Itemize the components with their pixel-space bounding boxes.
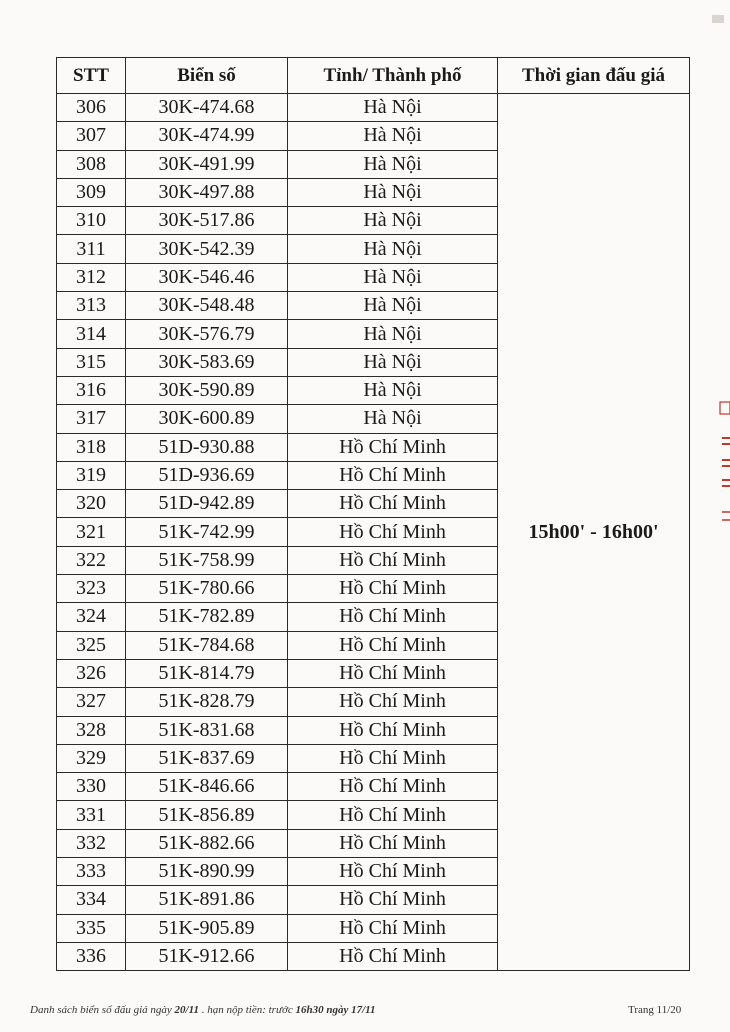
- cell-stt: 309: [57, 178, 126, 206]
- cell-province: Hồ Chí Minh: [288, 575, 498, 603]
- cell-stt: 330: [57, 773, 126, 801]
- cell-plate: 51K-905.89: [126, 914, 288, 942]
- cell-plate: 30K-542.39: [126, 235, 288, 263]
- cell-plate: 51D-942.89: [126, 490, 288, 518]
- cell-stt: 317: [57, 405, 126, 433]
- cell-province: Hồ Chí Minh: [288, 546, 498, 574]
- cell-province: Hồ Chí Minh: [288, 801, 498, 829]
- cell-stt: 331: [57, 801, 126, 829]
- cell-plate: 30K-600.89: [126, 405, 288, 433]
- cell-stt: 318: [57, 433, 126, 461]
- cell-province: Hà Nội: [288, 178, 498, 206]
- cell-province: Hồ Chí Minh: [288, 603, 498, 631]
- cell-stt: 307: [57, 122, 126, 150]
- cell-plate: 30K-474.99: [126, 122, 288, 150]
- cell-stt: 328: [57, 716, 126, 744]
- cell-stt: 321: [57, 518, 126, 546]
- cell-stt: 319: [57, 461, 126, 489]
- cell-plate: 30K-590.89: [126, 376, 288, 404]
- footer-date: 20/11: [174, 1004, 199, 1016]
- cell-stt: 332: [57, 829, 126, 857]
- page-number: Trang 11/20: [628, 1004, 682, 1016]
- cell-province: Hồ Chí Minh: [288, 744, 498, 772]
- red-stamp-icon: [712, 400, 730, 535]
- cell-province: Hà Nội: [288, 122, 498, 150]
- cell-province: Hồ Chí Minh: [288, 914, 498, 942]
- cell-province: Hồ Chí Minh: [288, 773, 498, 801]
- cell-province: Hồ Chí Minh: [288, 858, 498, 886]
- cell-province: Hồ Chí Minh: [288, 716, 498, 744]
- cell-plate: 51K-758.99: [126, 546, 288, 574]
- cell-plate: 51K-846.66: [126, 773, 288, 801]
- header-stt: STT: [57, 58, 126, 94]
- cell-plate: 30K-491.99: [126, 150, 288, 178]
- cell-plate: 30K-546.46: [126, 263, 288, 291]
- cell-plate: 51K-837.69: [126, 744, 288, 772]
- cell-plate: 51K-891.86: [126, 886, 288, 914]
- cell-stt: 308: [57, 150, 126, 178]
- cell-stt: 333: [57, 858, 126, 886]
- cell-stt: 325: [57, 631, 126, 659]
- cell-province: Hà Nội: [288, 348, 498, 376]
- cell-stt: 322: [57, 546, 126, 574]
- cell-province: Hồ Chí Minh: [288, 659, 498, 687]
- table-row: [57, 94, 690, 122]
- cell-plate: 30K-583.69: [126, 348, 288, 376]
- cell-stt: 327: [57, 688, 126, 716]
- cell-province: Hà Nội: [288, 94, 498, 122]
- cell-stt: 313: [57, 292, 126, 320]
- cell-plate: 30K-517.86: [126, 207, 288, 235]
- cell-stt: 306: [57, 94, 126, 122]
- footer-note: [30, 1004, 376, 1016]
- cell-province: Hồ Chí Minh: [288, 829, 498, 857]
- cell-province: Hồ Chí Minh: [288, 518, 498, 546]
- plate-auction-table: [56, 57, 690, 971]
- cell-plate: 30K-548.48: [126, 292, 288, 320]
- cell-province: Hà Nội: [288, 405, 498, 433]
- cell-plate: 51K-814.79: [126, 659, 288, 687]
- cell-plate: 51K-782.89: [126, 603, 288, 631]
- cell-stt: 326: [57, 659, 126, 687]
- cell-stt: 312: [57, 263, 126, 291]
- cell-plate: 51D-930.88: [126, 433, 288, 461]
- cell-stt: 320: [57, 490, 126, 518]
- cell-stt: 329: [57, 744, 126, 772]
- cell-plate: 51K-780.66: [126, 575, 288, 603]
- cell-province: Hà Nội: [288, 150, 498, 178]
- cell-province: Hồ Chí Minh: [288, 886, 498, 914]
- cell-plate: 51K-784.68: [126, 631, 288, 659]
- header-province: Tỉnh/ Thành phố: [288, 58, 498, 94]
- cell-province: Hồ Chí Minh: [288, 688, 498, 716]
- cell-province: Hồ Chí Minh: [288, 631, 498, 659]
- header-plate: Biển số: [126, 58, 288, 94]
- cell-province: Hồ Chí Minh: [288, 490, 498, 518]
- cell-province: Hà Nội: [288, 207, 498, 235]
- cell-stt: 311: [57, 235, 126, 263]
- cell-province: Hồ Chí Minh: [288, 461, 498, 489]
- cell-plate: 51K-890.99: [126, 858, 288, 886]
- cell-plate: 30K-497.88: [126, 178, 288, 206]
- table-body: [57, 94, 690, 971]
- cell-plate: 51K-856.89: [126, 801, 288, 829]
- cell-stt: 323: [57, 575, 126, 603]
- cell-stt: 315: [57, 348, 126, 376]
- cell-province: Hồ Chí Minh: [288, 942, 498, 970]
- corner-mark-icon: [712, 10, 724, 18]
- cell-province: Hà Nội: [288, 263, 498, 291]
- cell-plate: 51K-882.66: [126, 829, 288, 857]
- cell-stt: 334: [57, 886, 126, 914]
- footer-deadline: 16h30 ngày 17/11: [295, 1004, 376, 1016]
- cell-stt: 314: [57, 320, 126, 348]
- cell-province: Hà Nội: [288, 376, 498, 404]
- cell-stt: 316: [57, 376, 126, 404]
- cell-plate: 51K-831.68: [126, 716, 288, 744]
- cell-plate: 51K-742.99: [126, 518, 288, 546]
- cell-province: Hồ Chí Minh: [288, 433, 498, 461]
- cell-plate: 51K-828.79: [126, 688, 288, 716]
- cell-province: Hà Nội: [288, 320, 498, 348]
- cell-stt: 335: [57, 914, 126, 942]
- table-header-row: [57, 58, 690, 94]
- cell-plate: 30K-474.68: [126, 94, 288, 122]
- cell-province: Hà Nội: [288, 292, 498, 320]
- footer-middle: . hạn nộp tiền: trước: [201, 1004, 293, 1016]
- header-time: Thời gian đấu giá: [498, 58, 690, 94]
- cell-province: Hà Nội: [288, 235, 498, 263]
- cell-auction-time: 15h00' - 16h00': [498, 94, 690, 971]
- cell-stt: 336: [57, 942, 126, 970]
- cell-plate: 30K-576.79: [126, 320, 288, 348]
- cell-plate: 51K-912.66: [126, 942, 288, 970]
- footer-prefix: Danh sách biển số đấu giá ngày: [30, 1004, 172, 1016]
- cell-stt: 310: [57, 207, 126, 235]
- cell-stt: 324: [57, 603, 126, 631]
- cell-plate: 51D-936.69: [126, 461, 288, 489]
